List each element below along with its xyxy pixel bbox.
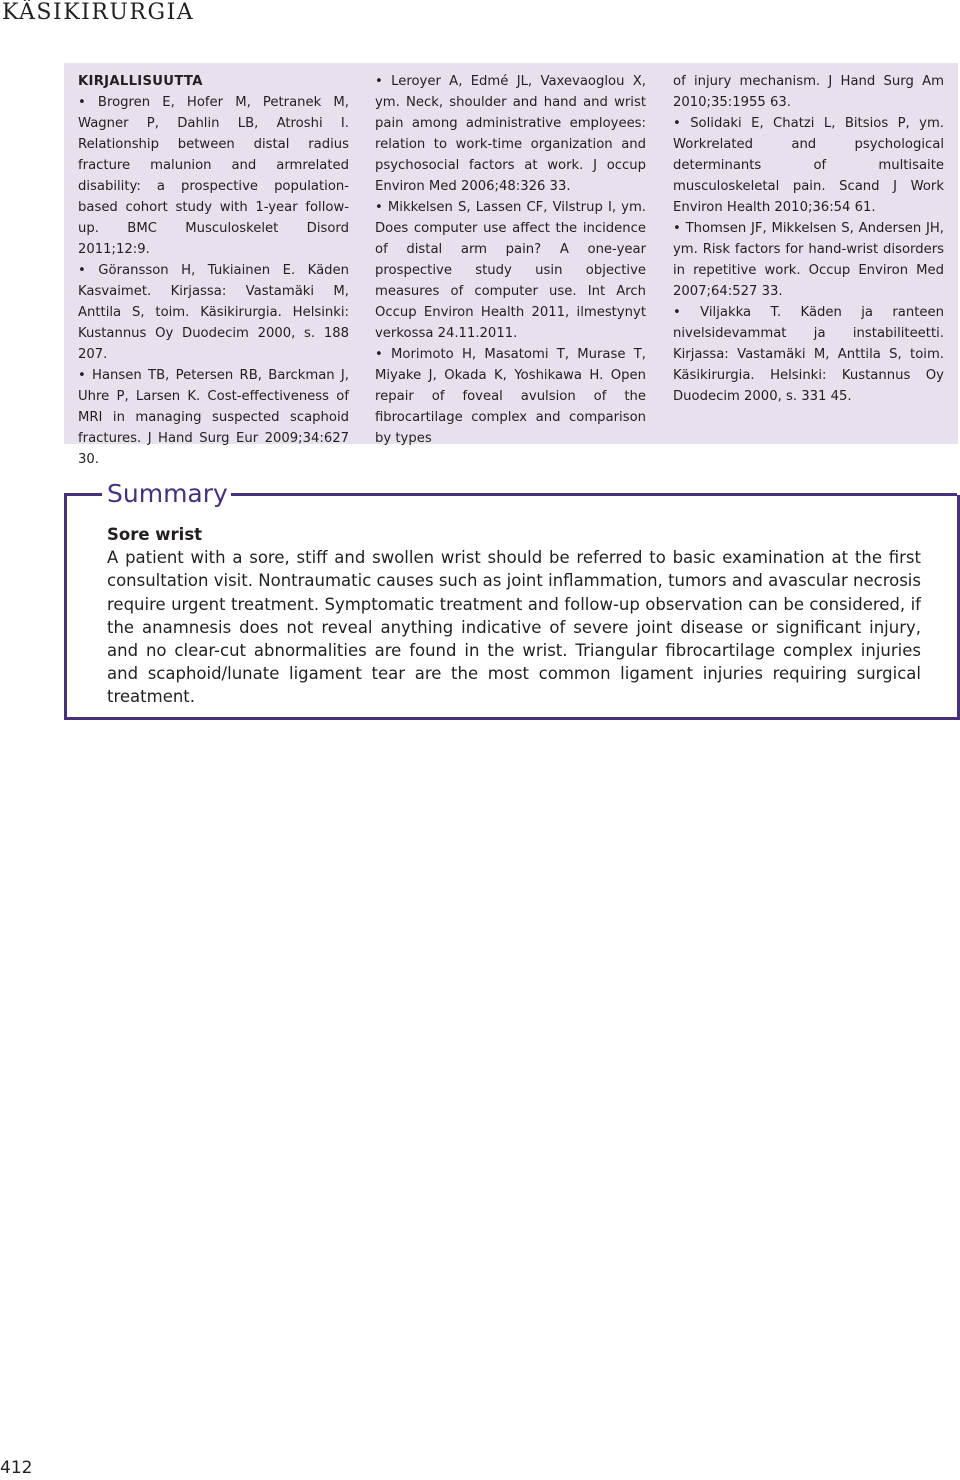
page-number: 412: [0, 1458, 33, 1478]
reference-item: • Mikkelsen S, Lassen CF, Vilstrup I, ym. Does computer use affect the incidence of distal arm pain? A one-year prospective study usin objective measures of computer use. Int Arch Occup Environ Health 2011, ilmestynyt verkossa 24.11.2011.: [375, 200, 646, 341]
references-column-2: [375, 71, 646, 449]
summary-content: [107, 523, 921, 709]
summary-title: Summary: [107, 479, 231, 509]
references-column-3: [673, 71, 944, 407]
references-column-1: [78, 71, 349, 470]
reference-item: • Viljakka T. Käden ja ranteen nivelsidevammat ja instabiliteetti. Kirjassa: Vastamäki M, Anttila S, toim. Käsikirurgia. Helsinki: Kustannus Oy Duodecim 2000, s. 331 45.: [673, 305, 944, 404]
reference-item: • Brogren E, Hofer M, Petranek M, Wagner P, Dahlin LB, Atroshi I. Relationship between distal radius fracture malunion and armrelated disability: a prospective population-based cohort study with 1-year follow-up. BMC Musculoskelet Disord 2011;12:9.: [78, 95, 349, 257]
summary-subtitle: Sore wrist: [107, 525, 203, 544]
reference-item: • Göransson H, Tukiainen E. Käden Kasvaimet. Kirjassa: Vastamäki M, Anttila S, toim. Käsikirurgia. Helsinki: Kustannus Oy Duodecim 2000, s. 188 207.: [78, 263, 349, 362]
reference-item: • Morimoto H, Masatomi T, Murase T, Miyake J, Okada K, Yoshikawa H. Open repair of foveal avulsion of the fibrocartilage complex and comparison by types: [375, 347, 646, 446]
reference-item: • Hansen TB, Petersen RB, Barckman J, Uhre P, Larsen K. Cost-effectiveness of MRI in managing suspected scaphoid fractures. J Hand Surg Eur 2009;34:627 30.: [78, 368, 349, 467]
references-box: [64, 63, 958, 467]
reference-item: • Thomsen JF, Mikkelsen S, Andersen JH, ym. Risk factors for hand-wrist disorders in repetitive work. Occup Environ Med 2007;64:527 33.: [673, 221, 944, 299]
reference-item: • Leroyer A, Edmé JL, Vaxevaoglou X, ym. Neck, shoulder and hand and wrist pain among administrative employees: relation to work-time organization and psychosocial factors at work. J occup Environ Med 2006;48:326 33.: [375, 74, 646, 194]
section-header-title: KÄSIKIRURGIA: [2, 0, 195, 25]
summary-body: A patient with a sore, stiff and swollen wrist should be referred to basic examination at the first consultation visit. Nontraumatic causes such as joint inflammation, tumors and avascular necrosis require urgent treatment. Symptomatic treatment and follow-up observation can be considered, if the anamnesis does not reveal anything indicative of severe joint disease or significant injury, and no clear-cut abnormalities are found in the wrist. Triangular fibrocartilage complex injuries and scaphoid/lunate ligament tear are the most common ligament injuries requiring surgical treatment.: [107, 548, 921, 707]
reference-item: • Solidaki E, Chatzi L, Bitsios P, ym. Workrelated and psychological determinants of multisaite musculoskeletal pain. Scand J Work Environ Health 2010;36:54 61.: [673, 116, 944, 215]
reference-item: of injury mechanism. J Hand Surg Am 2010;35:1955 63.: [673, 74, 944, 110]
references-heading: KIRJALLISUUTTA: [78, 74, 203, 89]
